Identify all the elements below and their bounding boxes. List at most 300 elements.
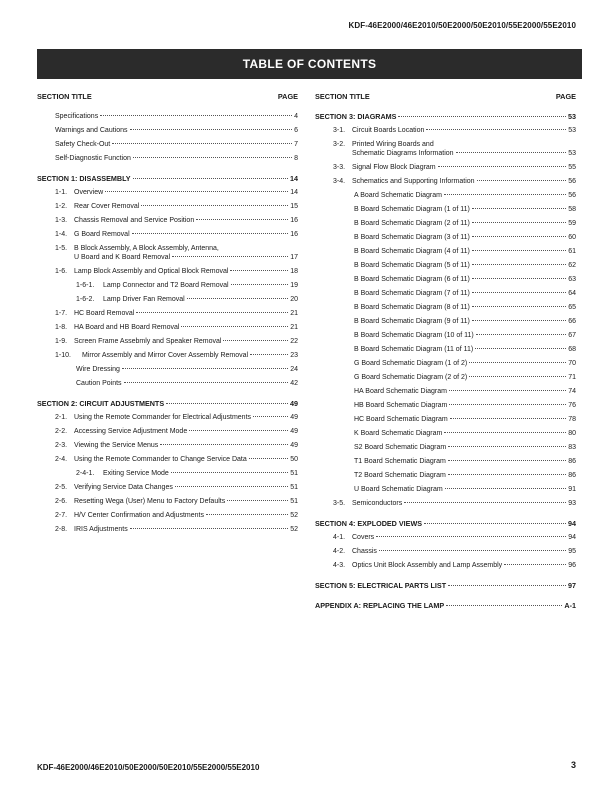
toc-entry[interactable] bbox=[37, 321, 298, 335]
toc-leader-dots bbox=[130, 528, 289, 529]
toc-entry-page: 53 bbox=[568, 112, 576, 121]
toc-entry-page: 97 bbox=[568, 581, 576, 590]
toc-leader-dots bbox=[426, 129, 566, 130]
toc-entry-label: G Board Schematic Diagram (2 of 2) bbox=[354, 374, 468, 381]
toc-entry-page: 66 bbox=[568, 318, 576, 325]
toc-entry-label: S2 Board Schematic Diagram bbox=[354, 444, 447, 451]
toc-entry-label: B Board Schematic Diagram (7 of 11) bbox=[354, 290, 470, 297]
toc-entry-label: Screen Frame Assebmly and Speaker Removal bbox=[74, 338, 222, 345]
toc-entry-number: 1-8. bbox=[55, 324, 68, 331]
toc-leader-dots bbox=[424, 523, 566, 524]
toc-leader-dots bbox=[122, 368, 288, 369]
toc-entry[interactable] bbox=[37, 138, 298, 152]
toc-right-list bbox=[315, 110, 576, 613]
toc-entry-page: 53 bbox=[568, 127, 576, 134]
toc-entry-label: HC Board Schematic Diagram bbox=[354, 416, 448, 423]
toc-leader-dots bbox=[504, 564, 566, 565]
toc-entry-label: SECTION 1: DISASSEMBLY bbox=[37, 174, 131, 183]
toc-leader-dots bbox=[472, 208, 566, 209]
toc-leader-dots bbox=[456, 152, 567, 153]
toc-entry[interactable] bbox=[37, 453, 298, 467]
toc-entry[interactable] bbox=[37, 214, 298, 228]
toc-entry-label: HA Board Schematic Diagram bbox=[354, 388, 447, 395]
toc-leader-dots bbox=[160, 444, 288, 445]
toc-entry-page: 17 bbox=[290, 254, 298, 261]
toc-entry-page: 49 bbox=[290, 399, 298, 408]
toc-entry-page: 62 bbox=[568, 262, 576, 269]
toc-entry-label: Viewing the Service Menus bbox=[74, 442, 159, 449]
toc-leader-dots bbox=[230, 270, 288, 271]
toc-section-entry[interactable] bbox=[315, 517, 576, 531]
toc-entry-number: 1-1. bbox=[55, 189, 68, 196]
toc-leader-dots bbox=[448, 460, 566, 461]
toc-leader-dots bbox=[166, 403, 288, 404]
toc-entry-label: T1 Board Schematic Diagram bbox=[354, 458, 446, 465]
toc-entry-page: 18 bbox=[290, 268, 298, 275]
toc-entry[interactable] bbox=[315, 357, 576, 371]
toc-leader-dots bbox=[469, 376, 566, 377]
toc-leader-dots bbox=[112, 143, 292, 144]
toc-entry[interactable] bbox=[37, 377, 298, 391]
toc-entry-page: 59 bbox=[568, 220, 576, 227]
toc-entry[interactable] bbox=[37, 200, 298, 214]
toc-entry-label: B Board Schematic Diagram (4 of 11) bbox=[354, 248, 470, 255]
toc-entry[interactable] bbox=[315, 217, 576, 231]
toc-entry-page: 71 bbox=[568, 374, 576, 381]
toc-entry[interactable] bbox=[315, 343, 576, 357]
toc-leader-dots bbox=[472, 222, 566, 223]
toc-entry-number: 2-1. bbox=[55, 414, 68, 421]
toc-entry-page: 78 bbox=[568, 416, 576, 423]
toc-entry-number: 2-6. bbox=[55, 498, 68, 505]
toc-entry-page: 86 bbox=[568, 458, 576, 465]
toc-entry-label: Self-Diagnostic Function bbox=[55, 155, 131, 162]
toc-leader-dots bbox=[472, 320, 566, 321]
toc-entry-number: 2-4-1. bbox=[76, 470, 95, 477]
toc-entry[interactable] bbox=[37, 279, 298, 293]
toc-entry-label: Accessing Service Adjustment Mode bbox=[74, 428, 188, 435]
toc-entry-label: Verifying Service Data Changes bbox=[74, 484, 173, 491]
toc-entry[interactable] bbox=[37, 265, 298, 279]
toc-entry[interactable] bbox=[315, 497, 576, 511]
toc-entry-number: 1-5. bbox=[55, 245, 68, 252]
toc-entry[interactable] bbox=[315, 203, 576, 217]
toc-entry-label: G Board Schematic Diagram (1 of 2) bbox=[354, 360, 468, 367]
toc-entry-label: Schematic Diagrams Information bbox=[352, 150, 454, 157]
toc-leader-dots bbox=[472, 264, 566, 265]
toc-entry-number: 1-10. bbox=[55, 352, 71, 359]
toc-entry[interactable] bbox=[315, 175, 576, 189]
toc-entry-label: Optics Unit Block Assembly and Lamp Assembly bbox=[352, 562, 503, 569]
toc-entry-number: 4-2. bbox=[333, 548, 346, 555]
toc-section-entry[interactable] bbox=[37, 172, 298, 186]
toc-entry-page: 50 bbox=[290, 456, 298, 463]
toc-entry-number: 4-3. bbox=[333, 562, 346, 569]
toc-entry-page: 8 bbox=[294, 155, 298, 162]
footer-page-number: 3 bbox=[570, 760, 576, 770]
toc-entry-label: HC Board Removal bbox=[74, 310, 135, 317]
toc-entry-label: Semiconductors bbox=[352, 500, 403, 507]
toc-leader-dots bbox=[472, 250, 566, 251]
toc-leader-dots bbox=[189, 430, 288, 431]
toc-entry-label: U Board and K Board Removal bbox=[74, 254, 171, 261]
toc-entry-label: Covers bbox=[352, 534, 375, 541]
toc-leader-dots bbox=[100, 115, 292, 116]
toc-leader-dots bbox=[444, 432, 566, 433]
toc-entry[interactable] bbox=[37, 335, 298, 349]
toc-entry[interactable] bbox=[315, 245, 576, 259]
toc-entry[interactable] bbox=[315, 371, 576, 385]
toc-entry[interactable] bbox=[37, 293, 298, 307]
toc-entry-label: SECTION 5: ELECTRICAL PARTS LIST bbox=[315, 581, 447, 590]
toc-entry-number: 2-7. bbox=[55, 512, 68, 519]
toc-entry-label: B Board Schematic Diagram (5 of 11) bbox=[354, 262, 470, 269]
toc-entry[interactable] bbox=[315, 161, 576, 175]
toc-leader-dots bbox=[398, 116, 566, 117]
toc-entry-page: 16 bbox=[290, 231, 298, 238]
toc-entry-page: 49 bbox=[290, 428, 298, 435]
toc-section-entry[interactable] bbox=[315, 110, 576, 124]
toc-leader-dots bbox=[404, 502, 566, 503]
toc-section-entry[interactable] bbox=[37, 397, 298, 411]
toc-entry[interactable] bbox=[37, 242, 298, 265]
toc-entry-label: Circuit Boards Location bbox=[352, 127, 425, 134]
toc-entry-page: 83 bbox=[568, 444, 576, 451]
toc-left-column-header bbox=[37, 93, 298, 110]
toc-entry-label: Specifications bbox=[55, 113, 99, 120]
toc-entry-number: 2-3. bbox=[55, 442, 68, 449]
toc-leader-dots bbox=[448, 474, 566, 475]
toc-entry-number: 3-4. bbox=[333, 178, 346, 185]
toc-leader-dots bbox=[196, 219, 288, 220]
toc-entry-number: 2-8. bbox=[55, 526, 68, 533]
toc-leader-dots bbox=[133, 157, 292, 158]
toc-entry-page: 51 bbox=[290, 498, 298, 505]
toc-entry-label: Schematics and Supporting Information bbox=[352, 178, 475, 185]
toc-leader-dots bbox=[227, 500, 288, 501]
toc-leader-dots bbox=[187, 298, 289, 299]
toc-entry-label: B Board Schematic Diagram (6 of 11) bbox=[354, 276, 470, 283]
toc-entry[interactable] bbox=[37, 349, 298, 363]
toc-entry-number: 1-6-1. bbox=[76, 282, 95, 289]
toc-entry-page: 24 bbox=[290, 366, 298, 373]
page-title: TABLE OF CONTENTS bbox=[242, 57, 377, 71]
toc-entry-page: 23 bbox=[290, 352, 298, 359]
toc-entry-number: 1-6. bbox=[55, 268, 68, 275]
toc-entry[interactable] bbox=[37, 481, 298, 495]
toc-entry-page: 64 bbox=[568, 290, 576, 297]
toc-entry[interactable] bbox=[315, 399, 576, 413]
toc-entry-page: 21 bbox=[290, 310, 298, 317]
toc-leader-dots bbox=[445, 488, 567, 489]
toc-entry[interactable] bbox=[315, 531, 576, 545]
toc-entry-number: 3-5. bbox=[333, 500, 346, 507]
toc-right-column-header bbox=[315, 93, 576, 110]
toc-entry[interactable] bbox=[37, 363, 298, 377]
toc-leader-dots bbox=[130, 129, 293, 130]
toc-leader-dots bbox=[477, 180, 567, 181]
toc-entry-label: APPENDIX A: REPLACING THE LAMP bbox=[315, 601, 445, 610]
page-title-banner bbox=[37, 49, 582, 79]
toc-entry[interactable] bbox=[315, 427, 576, 441]
toc-entry-page: 19 bbox=[290, 282, 298, 289]
toc-entry-line1 bbox=[333, 140, 576, 149]
toc-entry-page: 91 bbox=[568, 486, 576, 493]
toc-entry-page: 51 bbox=[290, 470, 298, 477]
toc-entry[interactable] bbox=[315, 273, 576, 287]
toc-entry-page: 14 bbox=[290, 174, 298, 183]
toc-entry-label: Chassis bbox=[352, 548, 377, 555]
toc-entry[interactable] bbox=[37, 186, 298, 200]
toc-entry-number: 4-1. bbox=[333, 534, 346, 541]
toc-entry-label: Mirror Assembly and Mirror Cover Assembly Removal bbox=[82, 352, 249, 359]
toc-entry[interactable] bbox=[315, 469, 576, 483]
toc-entry-line2 bbox=[333, 149, 576, 158]
toc-entry[interactable] bbox=[315, 385, 576, 399]
toc-entry[interactable] bbox=[315, 483, 576, 497]
toc-entry[interactable] bbox=[37, 124, 298, 138]
toc-entry-label: B Board Schematic Diagram (10 of 11) bbox=[354, 332, 474, 339]
toc-entry[interactable] bbox=[315, 138, 576, 161]
toc-leader-dots bbox=[172, 256, 288, 257]
toc-leader-dots bbox=[450, 418, 566, 419]
toc-entry-label: Exiting Service Mode bbox=[103, 470, 169, 477]
toc-entry-label: B Board Schematic Diagram (2 of 11) bbox=[354, 220, 470, 227]
toc-entry-page: 6 bbox=[294, 127, 298, 134]
toc-entry-label: B Block Assembly, A Block Assembly, Antenna, bbox=[74, 245, 219, 252]
toc-entry-page: 56 bbox=[568, 178, 576, 185]
toc-leader-dots bbox=[476, 334, 567, 335]
toc-entry-page: 51 bbox=[290, 484, 298, 491]
toc-leader-dots bbox=[206, 514, 288, 515]
toc-entry-label: Wire Dressing bbox=[76, 366, 120, 373]
toc-entry-line2 bbox=[55, 253, 298, 262]
toc-entry[interactable] bbox=[315, 545, 576, 559]
toc-leader-dots bbox=[141, 205, 288, 206]
toc-entry-page: 7 bbox=[294, 141, 298, 148]
toc-left-column bbox=[37, 93, 298, 537]
toc-entry[interactable] bbox=[315, 315, 576, 329]
toc-leader-dots bbox=[469, 362, 566, 363]
toc-entry-label: Signal Flow Block Diagram bbox=[352, 164, 436, 171]
toc-entry-page: 65 bbox=[568, 304, 576, 311]
toc-leader-dots bbox=[132, 233, 289, 234]
toc-entry-label: Lamp Connector and T2 Board Removal bbox=[103, 282, 229, 289]
toc-entry-number: 2-2. bbox=[55, 428, 68, 435]
toc-entry-label: HB Board Schematic Diagram bbox=[354, 402, 448, 409]
toc-entry-number: 1-9. bbox=[55, 338, 68, 345]
toc-entry-label: Safety Check-Out bbox=[55, 141, 111, 148]
toc-entry[interactable] bbox=[315, 124, 576, 138]
toc-entry-page: 80 bbox=[568, 430, 576, 437]
toc-entry-page: 74 bbox=[568, 388, 576, 395]
toc-entry-page: 60 bbox=[568, 234, 576, 241]
toc-entry[interactable] bbox=[37, 509, 298, 523]
toc-entry-label: B Board Schematic Diagram (9 of 11) bbox=[354, 318, 470, 325]
toc-entry-label: B Board Schematic Diagram (11 of 11) bbox=[354, 346, 474, 353]
toc-leader-dots bbox=[175, 486, 288, 487]
toc-entry[interactable] bbox=[315, 189, 576, 203]
toc-leader-dots bbox=[250, 354, 288, 355]
toc-entry[interactable] bbox=[37, 467, 298, 481]
footer-model-number: KDF-46E2000/46E2010/50E2000/50E2010/55E2000/55E2010 bbox=[37, 763, 260, 772]
toc-entry-number: 1-6-2. bbox=[76, 296, 95, 303]
toc-entry-line1 bbox=[55, 244, 298, 253]
toc-entry-label: H/V Center Confirmation and Adjustments bbox=[74, 512, 204, 519]
toc-entry-number: 1-7. bbox=[55, 310, 68, 317]
toc-entry-label: B Board Schematic Diagram (3 of 11) bbox=[354, 234, 470, 241]
toc-leader-dots bbox=[448, 585, 566, 586]
page-heading: PAGE bbox=[555, 92, 576, 101]
toc-entry[interactable] bbox=[315, 413, 576, 427]
toc-leader-dots bbox=[472, 306, 566, 307]
toc-entry-page: 20 bbox=[290, 296, 298, 303]
section-title-heading: SECTION TITLE bbox=[315, 92, 370, 101]
toc-entry[interactable] bbox=[37, 110, 298, 124]
toc-entry-page: 86 bbox=[568, 472, 576, 479]
toc-entry-page: 94 bbox=[568, 519, 576, 528]
toc-entry-label: Lamp Driver Fan Removal bbox=[103, 296, 185, 303]
toc-entry-label: Using the Remote Commander for Electrical Adjustments bbox=[74, 414, 252, 421]
toc-entry-label: SECTION 2: CIRCUIT ADJUSTMENTS bbox=[37, 399, 165, 408]
toc-entry[interactable] bbox=[37, 425, 298, 439]
toc-entry-label: Resetting Wega (User) Menu to Factory Defaults bbox=[74, 498, 226, 505]
toc-entry-number: 3-1. bbox=[333, 127, 346, 134]
toc-entry[interactable] bbox=[315, 259, 576, 273]
toc-entry-page: 52 bbox=[290, 526, 298, 533]
toc-leader-dots bbox=[124, 382, 289, 383]
toc-entry-label: Lamp Block Assembly and Optical Block Removal bbox=[74, 268, 229, 275]
toc-entry[interactable] bbox=[315, 559, 576, 573]
toc-leader-dots bbox=[231, 284, 289, 285]
toc-entry-label: Rear Cover Removal bbox=[74, 203, 140, 210]
toc-leader-dots bbox=[448, 446, 566, 447]
toc-entry[interactable] bbox=[37, 495, 298, 509]
toc-entry-page: 94 bbox=[568, 534, 576, 541]
toc-leader-dots bbox=[472, 278, 566, 279]
toc-entry-page: 16 bbox=[290, 217, 298, 224]
toc-entry[interactable] bbox=[315, 287, 576, 301]
toc-leader-dots bbox=[181, 326, 288, 327]
toc-entry-label: IRIS Adjustments bbox=[74, 526, 128, 533]
toc-entry-label: Chassis Removal and Service Position bbox=[74, 217, 195, 224]
toc-entry-label: SECTION 3: DIAGRAMS bbox=[315, 112, 397, 121]
toc-leader-dots bbox=[376, 536, 566, 537]
toc-entry-label: Using the Remote Commander to Change Service Data bbox=[74, 456, 247, 463]
toc-entry-page: 96 bbox=[568, 562, 576, 569]
toc-leader-dots bbox=[105, 191, 288, 192]
toc-leader-dots bbox=[133, 178, 288, 179]
toc-leader-dots bbox=[249, 458, 288, 459]
toc-entry-label: T2 Board Schematic Diagram bbox=[354, 472, 446, 479]
toc-entry-page: 76 bbox=[568, 402, 576, 409]
toc-entry-label: SECTION 4: EXPLODED VIEWS bbox=[315, 519, 423, 528]
toc-entry-page: 42 bbox=[290, 380, 298, 387]
toc-entry-label: Caution Points bbox=[76, 380, 122, 387]
toc-entry-page: 58 bbox=[568, 206, 576, 213]
toc-leader-dots bbox=[136, 312, 288, 313]
toc-entry-number: 1-4. bbox=[55, 231, 68, 238]
toc-entry-label: G Board Removal bbox=[74, 231, 130, 238]
toc-entry-page: 49 bbox=[290, 442, 298, 449]
toc-section-entry[interactable] bbox=[315, 599, 576, 613]
toc-entry-page: 63 bbox=[568, 276, 576, 283]
toc-entry-number: 3-3. bbox=[333, 164, 346, 171]
toc-leader-dots bbox=[223, 340, 288, 341]
toc-entry-label: U Board Schematic Diagram bbox=[354, 486, 443, 493]
toc-leader-dots bbox=[253, 416, 288, 417]
toc-leader-dots bbox=[438, 166, 567, 167]
toc-entry-label: B Board Schematic Diagram (1 of 11) bbox=[354, 206, 470, 213]
header-model-number: KDF-46E2000/46E2010/50E2000/50E2010/55E2000/55E2010 bbox=[348, 21, 576, 30]
toc-entry[interactable] bbox=[37, 228, 298, 242]
toc-entry[interactable] bbox=[315, 329, 576, 343]
toc-entry-page: 15 bbox=[290, 203, 298, 210]
toc-entry[interactable] bbox=[315, 455, 576, 469]
toc-entry[interactable] bbox=[315, 231, 576, 245]
toc-entry-page: 68 bbox=[568, 346, 576, 353]
toc-entry-page: 70 bbox=[568, 360, 576, 367]
toc-right-column bbox=[315, 93, 576, 613]
toc-entry-page: 55 bbox=[568, 164, 576, 171]
toc-entry[interactable] bbox=[37, 307, 298, 321]
toc-entry-number: 2-4. bbox=[55, 456, 68, 463]
toc-entry-number: 3-2. bbox=[333, 141, 346, 148]
toc-entry-page: 56 bbox=[568, 192, 576, 199]
toc-leader-dots bbox=[472, 236, 566, 237]
toc-entry-page: 4 bbox=[294, 113, 298, 120]
toc-entry-page: 61 bbox=[568, 248, 576, 255]
toc-entry-label: A Board Schematic Diagram bbox=[354, 192, 442, 199]
toc-entry-number: 1-2. bbox=[55, 203, 68, 210]
toc-entry-page: 95 bbox=[568, 548, 576, 555]
section-title-heading: SECTION TITLE bbox=[37, 92, 92, 101]
toc-leader-dots bbox=[475, 348, 566, 349]
toc-entry-page: 53 bbox=[568, 150, 576, 157]
toc-entry[interactable] bbox=[315, 301, 576, 315]
toc-entry-page: 21 bbox=[290, 324, 298, 331]
toc-entry-label: B Board Schematic Diagram (8 of 11) bbox=[354, 304, 470, 311]
toc-left-list bbox=[37, 110, 298, 537]
toc-entry-label: K Board Schematic Diagram bbox=[354, 430, 443, 437]
toc-entry-page: 22 bbox=[290, 338, 298, 345]
toc-entry-label: Warnings and Cautions bbox=[55, 127, 128, 134]
toc-leader-dots bbox=[446, 605, 562, 606]
toc-leader-dots bbox=[379, 550, 566, 551]
toc-entry-page: 14 bbox=[290, 189, 298, 196]
page-heading: PAGE bbox=[277, 92, 298, 101]
toc-entry-page: 93 bbox=[568, 500, 576, 507]
toc-entry-label: Printed Wiring Boards and bbox=[352, 141, 434, 148]
toc-leader-dots bbox=[444, 194, 566, 195]
toc-entry[interactable] bbox=[315, 441, 576, 455]
toc-entry-page: A-1 bbox=[564, 601, 576, 610]
toc-leader-dots bbox=[472, 292, 566, 293]
toc-entry[interactable] bbox=[37, 411, 298, 425]
toc-leader-dots bbox=[449, 404, 566, 405]
toc-entry[interactable] bbox=[37, 152, 298, 166]
toc-entry-number: 2-5. bbox=[55, 484, 68, 491]
toc-leader-dots bbox=[449, 390, 566, 391]
toc-entry-label: HA Board and HB Board Removal bbox=[74, 324, 180, 331]
toc-leader-dots bbox=[171, 472, 288, 473]
toc-entry-page: 67 bbox=[568, 332, 576, 339]
toc-entry-page: 49 bbox=[290, 414, 298, 421]
toc-entry[interactable] bbox=[37, 523, 298, 537]
toc-entry-label: Overview bbox=[74, 189, 104, 196]
toc-entry[interactable] bbox=[37, 439, 298, 453]
toc-section-entry[interactable] bbox=[315, 579, 576, 593]
